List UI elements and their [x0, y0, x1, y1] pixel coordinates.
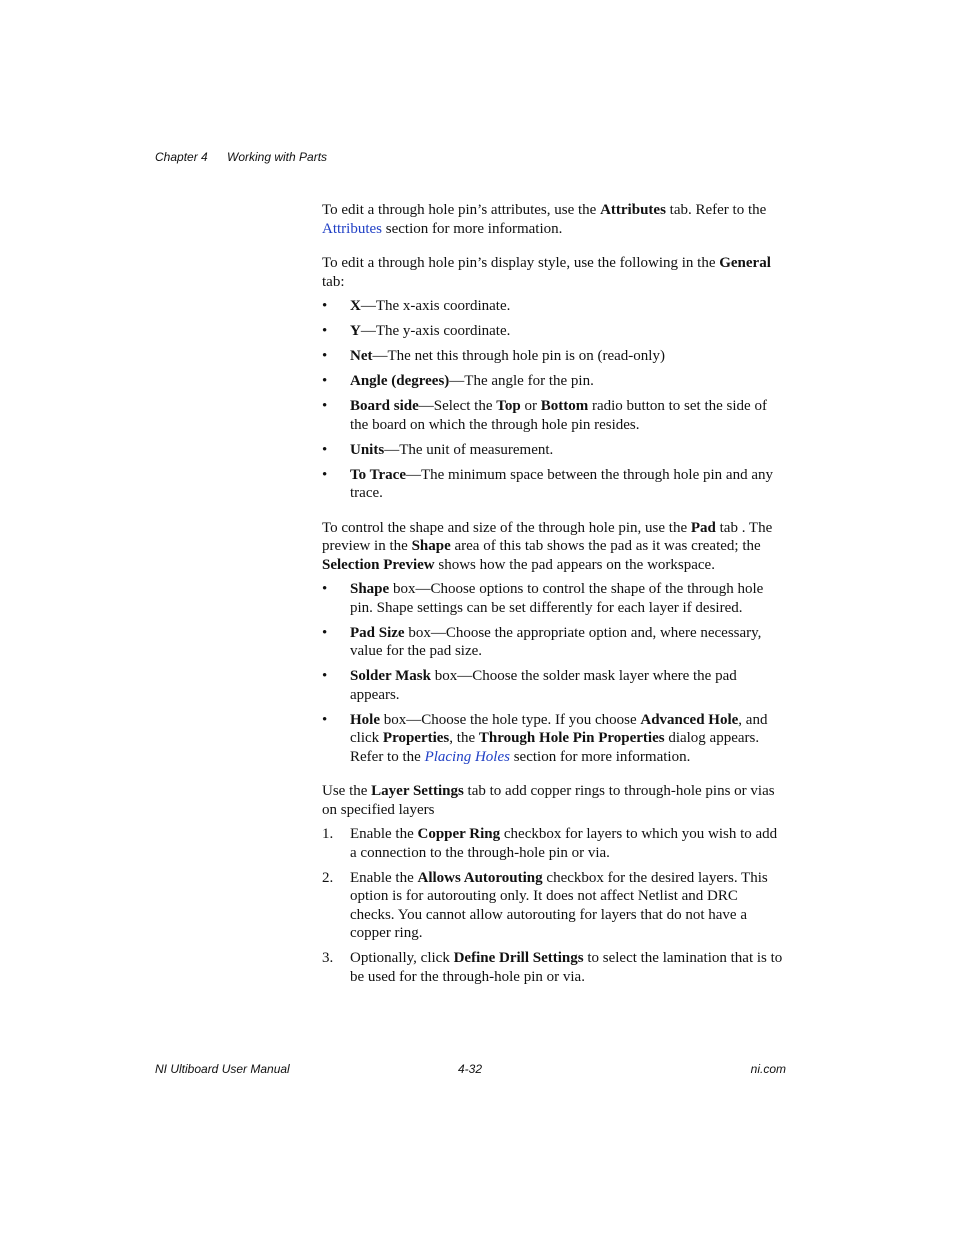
bullet: • — [322, 298, 328, 314]
bullet: • — [322, 624, 328, 641]
page-body — [322, 201, 784, 1002]
step-item: 2. Enable the Allows Autorouting checkbox for the desired layers. This option is for autorouting only. It does not affect Netlist and DRC checks. You cannot allow autorouting for layers that do not have a copper ring. — [322, 869, 768, 941]
list-item: • Solder Mask box—Choose the solder mask layer where the pad appears. — [322, 668, 737, 703]
pad-tab-paragraph: To control the shape and size of the through hole pin, use the Pad tab . The preview in the Shape area of this tab shows the pad as it was created; the Selection Preview shows how the pad appears on the workspace. — [322, 519, 773, 573]
general-tab-paragraph: To edit a through hole pin’s display style, use the following in the General tab: — [322, 255, 771, 290]
list-item: • Y—The y-axis coordinate. — [322, 323, 511, 339]
list-item: • Hole box—Choose the hole type. If you choose Advanced Hole, and click Properties, the Through Hole Pin Properties dialog appears. Refer to the Placing Holes section for more information. — [322, 711, 768, 765]
bullet: • — [322, 711, 328, 728]
page-number: 4-32 — [458, 1062, 483, 1076]
manual-title: NI Ultiboard User Manual — [155, 1062, 290, 1076]
step-item: 1. Enable the Copper Ring checkbox for layers to which you wish to add a connection to the through-hole pin or via. — [322, 826, 778, 861]
list-item: • Net—The net this through hole pin is on (read-only) — [322, 348, 665, 364]
bullet: • — [322, 348, 328, 364]
list-item: • X—The x-axis coordinate. — [322, 298, 511, 314]
bullet: • — [322, 398, 328, 414]
bullet: • — [322, 668, 328, 684]
step-item: 3. Optionally, click Define Drill Settings to select the lamination that is to be used for the through-hole pin or via. — [322, 950, 783, 985]
list-item: • Pad Size box—Choose the appropriate option and, where necessary, value for the pad size. — [322, 624, 762, 659]
site-url: ni.com — [750, 1062, 786, 1076]
step-number: 1. — [322, 826, 334, 842]
bullet: • — [322, 323, 328, 339]
list-item: • Shape box—Choose options to control the shape of the through hole pin. Shape settings can be set differently for each layer if desired. — [322, 581, 764, 616]
bullet: • — [322, 441, 328, 458]
step-number: 2. — [322, 869, 334, 886]
list-item: • Units—The unit of measurement. — [322, 441, 554, 458]
list-item: • To Trace—The minimum space between the through hole pin and any trace. — [322, 466, 773, 501]
running-header — [155, 150, 327, 164]
step-number: 3. — [322, 950, 334, 966]
layer-settings-paragraph: Use the Layer Settings tab to add copper rings to through-hole pins or vias on specified layers — [322, 783, 775, 818]
bullet: • — [322, 373, 328, 389]
bullet: • — [322, 466, 328, 483]
placing-holes-link[interactable]: Placing Holes — [424, 748, 510, 765]
layer-settings-steps — [322, 825, 784, 986]
chapter-label: Chapter 4 — [155, 150, 208, 164]
general-tab-list — [322, 297, 784, 503]
list-item: • Angle (degrees)—The angle for the pin. — [322, 373, 594, 389]
attributes-paragraph: To edit a through hole pin’s attributes, use the Attributes tab. Refer to the Attributes section for more information. — [322, 202, 767, 237]
attributes-link[interactable]: Attributes — [322, 220, 382, 237]
pad-tab-list — [322, 580, 784, 766]
list-item: • Board side—Select the Top or Bottom radio button to set the side of the board on which the through hole pin resides. — [322, 398, 767, 433]
chapter-title: Working with Parts — [227, 150, 328, 164]
bullet: • — [322, 581, 328, 597]
